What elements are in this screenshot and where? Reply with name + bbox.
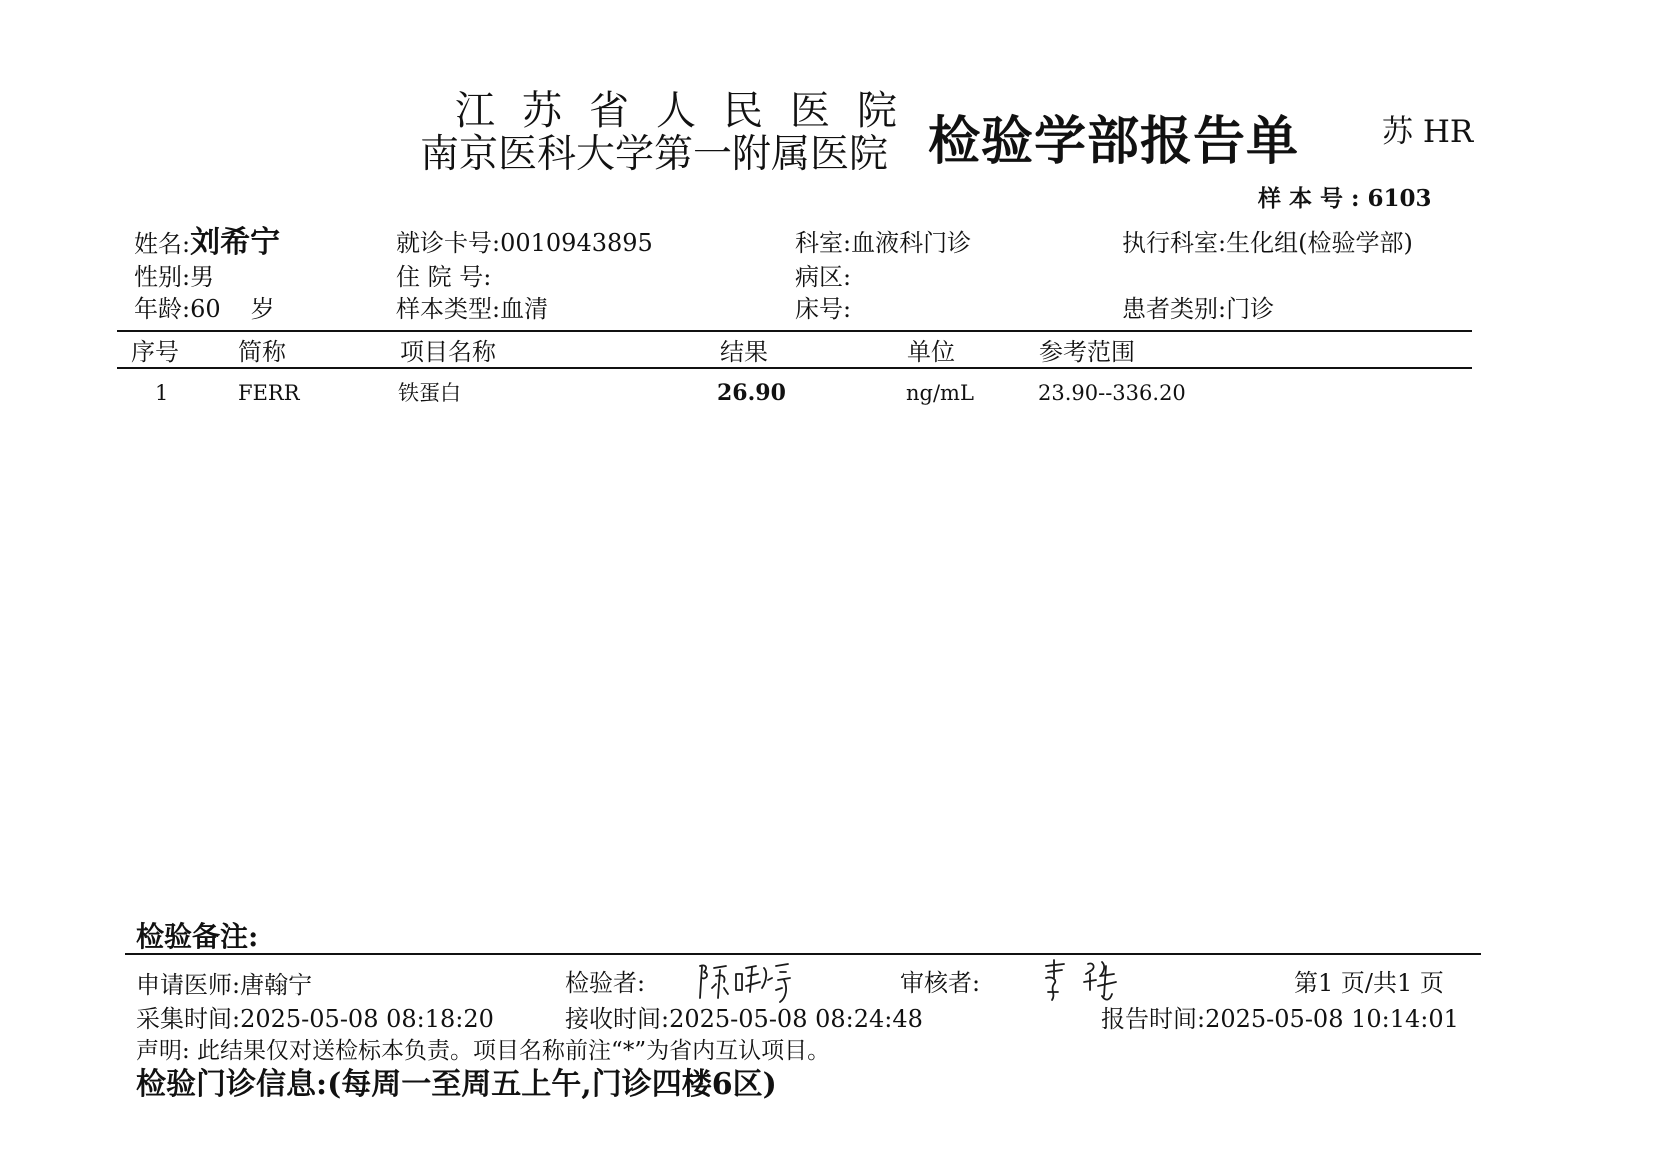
report-title: 检验学部报告单 [928, 111, 1300, 172]
collect-time [136, 1004, 494, 1034]
bed-number-label: 床号: [795, 295, 852, 323]
clinic-info: 检验门诊信息:(每周一至周五上午,门诊四楼6区) [136, 1067, 777, 1102]
ward-label: 病区: [795, 263, 852, 291]
page-info: 第1 页/共1 页 [1294, 969, 1444, 997]
receive-time [565, 1004, 923, 1034]
report-time-label: 报告时间: [1101, 1005, 1206, 1033]
sample-number [1258, 184, 1432, 214]
row-unit: ng/mL [906, 381, 974, 405]
age-unit: 岁 [250, 295, 275, 323]
card-number-label: 就诊卡号: [396, 229, 501, 257]
sex-value: 男 [190, 263, 215, 291]
col-header-no: 序号 [131, 338, 179, 366]
col-header-item: 项目名称 [400, 338, 496, 366]
reviewer-label: 审核者: [900, 969, 981, 997]
department-label: 科室: [795, 229, 852, 257]
report-code: 苏 HR [1382, 114, 1474, 150]
specimen-type-value: 血清 [500, 295, 549, 323]
remarks-label: 检验备注: [136, 920, 259, 953]
collect-time-value: 2025-05-08 08:18:20 [240, 1005, 494, 1033]
department-value: 血液科门诊 [851, 229, 972, 257]
card-number-value: 0010943895 [500, 229, 653, 257]
row-result: 26.90 [717, 380, 786, 406]
age-value: 60 [190, 295, 221, 323]
requesting-doctor-value: 唐翰宁 [240, 971, 313, 999]
row-no: 1 [155, 381, 169, 405]
footer-rule [125, 953, 1481, 955]
patient-name-value: 刘希宁 [190, 225, 281, 260]
requesting-doctor-label: 申请医师: [136, 971, 241, 999]
row-abbr: FERR [238, 381, 300, 405]
col-header-abbr: 简称 [238, 338, 286, 366]
requesting-doctor [136, 970, 312, 1000]
sex [134, 262, 214, 292]
inpatient-number [396, 262, 491, 292]
report-time [1101, 1004, 1459, 1034]
sex-label: 性别: [134, 263, 191, 291]
table-top-rule [117, 330, 1472, 332]
age [134, 294, 275, 324]
patient-name [134, 225, 281, 260]
tester-label: 检验者: [565, 969, 646, 997]
department [795, 228, 971, 258]
row-item: 铁蛋白 [398, 381, 461, 405]
executing-department [1122, 228, 1413, 258]
declaration: 声明: 此结果仅对送检标本负责。项目名称前注“*”为省内互认项目。 [136, 1038, 831, 1064]
patient-type-label: 患者类别: [1122, 295, 1227, 323]
collect-time-label: 采集时间: [136, 1005, 241, 1033]
col-header-range: 参考范围 [1039, 338, 1135, 366]
col-header-result: 结果 [720, 338, 768, 366]
ward [795, 262, 851, 292]
executing-department-label: 执行科室: [1122, 229, 1227, 257]
age-label: 年龄: [134, 295, 191, 323]
table-header-rule [117, 367, 1472, 369]
card-number [396, 228, 653, 258]
receive-time-label: 接收时间: [565, 1005, 670, 1033]
sample-number-value: 6103 [1367, 185, 1432, 212]
bed-number [795, 294, 851, 324]
patient-name-label: 姓名: [134, 230, 191, 258]
row-range: 23.90--336.20 [1038, 381, 1186, 405]
receive-time-value: 2025-05-08 08:24:48 [669, 1005, 923, 1033]
hospital-name-line1: 江苏省人民医院 [455, 88, 924, 134]
col-header-unit: 单位 [907, 338, 955, 366]
specimen-type [396, 294, 548, 324]
hospital-name-line2: 南京医科大学第一附属医院 [420, 132, 889, 177]
specimen-type-label: 样本类型: [396, 295, 501, 323]
inpatient-number-label: 住 院 号: [396, 263, 492, 291]
patient-type [1122, 294, 1274, 324]
executing-department-value: 生化组(检验学部) [1226, 229, 1413, 257]
patient-type-value: 门诊 [1226, 295, 1275, 323]
report-time-value: 2025-05-08 10:14:01 [1205, 1005, 1459, 1033]
tester-signature [696, 958, 796, 1008]
sample-number-label: 样本号: [1258, 185, 1368, 212]
